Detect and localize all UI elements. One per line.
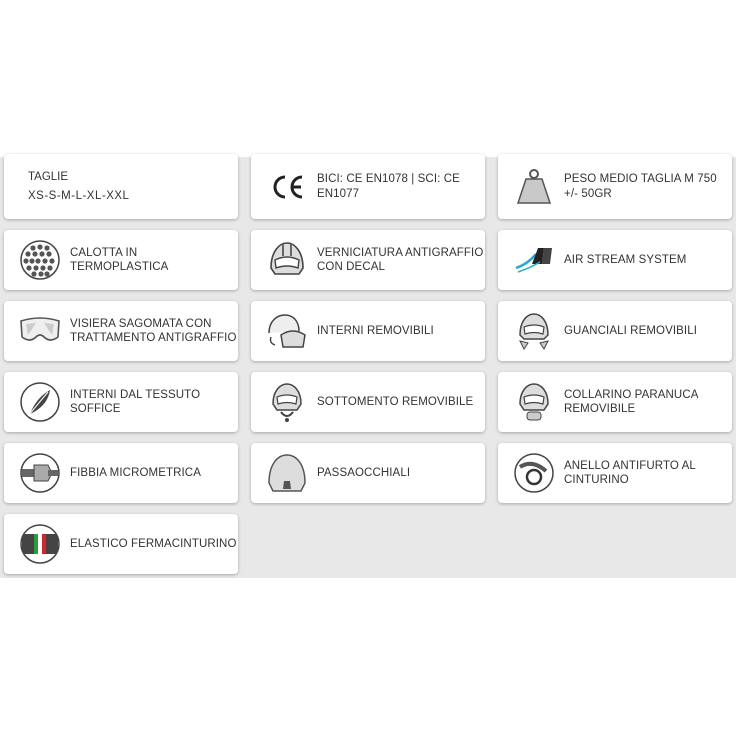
card-label: AIR STREAM SYSTEM <box>564 253 687 266</box>
cheek-pads-icon <box>512 309 556 353</box>
goggle-visor-icon <box>18 309 62 353</box>
card-label: VISIERA SAGOMATA CON TRATTAMENTO ANTIGRAFFIO <box>70 317 237 344</box>
card-certification <box>251 154 485 219</box>
glasses-passage-icon <box>265 451 309 495</box>
card-chin-guard <box>251 372 485 432</box>
removable-liner-icon <box>265 309 309 353</box>
card-label: CALOTTA IN TERMOPLASTICA <box>70 246 169 273</box>
card-label: SOTTOMENTO REMOVIBILE <box>317 395 474 408</box>
sizes-title: TAGLIE <box>28 171 69 183</box>
card-glasses-passage <box>251 443 485 503</box>
card-label: VERNICIATURA ANTIGRAFFIO CON DECAL <box>317 246 484 273</box>
card-anti-theft <box>498 443 732 503</box>
card-cheek-pads <box>498 301 732 361</box>
ce-mark-icon <box>265 165 309 209</box>
card-label: INTERNI DAL TESSUTO SOFFICE <box>70 388 201 415</box>
card-paint <box>251 230 485 290</box>
card-label: BICI: CE EN1078 | SCI: CE EN1077 <box>317 173 460 200</box>
feather-icon <box>18 380 62 424</box>
card-strap-elastic <box>4 514 238 574</box>
weight-icon <box>512 165 556 209</box>
chin-guard-icon <box>265 380 309 424</box>
card-weight <box>498 154 732 219</box>
air-stream-logo-icon <box>512 238 556 282</box>
card-label: PESO MEDIO TAGLIA M 750 +/- 50GR <box>564 173 717 200</box>
card-shell <box>4 230 238 290</box>
card-label: COLLARINO PARANUCA REMOVIBILE <box>564 388 698 415</box>
card-neck-collar <box>498 372 732 432</box>
card-liner <box>251 301 485 361</box>
card-air-stream <box>498 230 732 290</box>
card-label: ANELLO ANTIFURTO AL CINTURINO <box>564 459 696 486</box>
thermoplastic-shell-icon <box>18 238 62 282</box>
anti-theft-ring-icon <box>512 451 556 495</box>
card-label: PASSAOCCHIALI <box>317 466 411 479</box>
card-label: ELASTICO FERMACINTURINO <box>70 537 237 550</box>
card-buckle <box>4 443 238 503</box>
sizes-values: XS-S-M-L-XL-XXL <box>28 190 130 202</box>
sizes-card <box>4 154 238 219</box>
card-label: GUANCIALI REMOVIBILI <box>564 324 698 337</box>
neck-collar-icon <box>512 380 556 424</box>
card-label: INTERNI REMOVIBILI <box>317 324 434 337</box>
card-label: FIBBIA MICROMETRICA <box>70 466 201 479</box>
card-soft-fabric <box>4 372 238 432</box>
helmet-decal-icon <box>265 238 309 282</box>
buckle-icon <box>18 451 62 495</box>
card-visor <box>4 301 238 361</box>
strap-elastic-icon <box>18 522 62 566</box>
